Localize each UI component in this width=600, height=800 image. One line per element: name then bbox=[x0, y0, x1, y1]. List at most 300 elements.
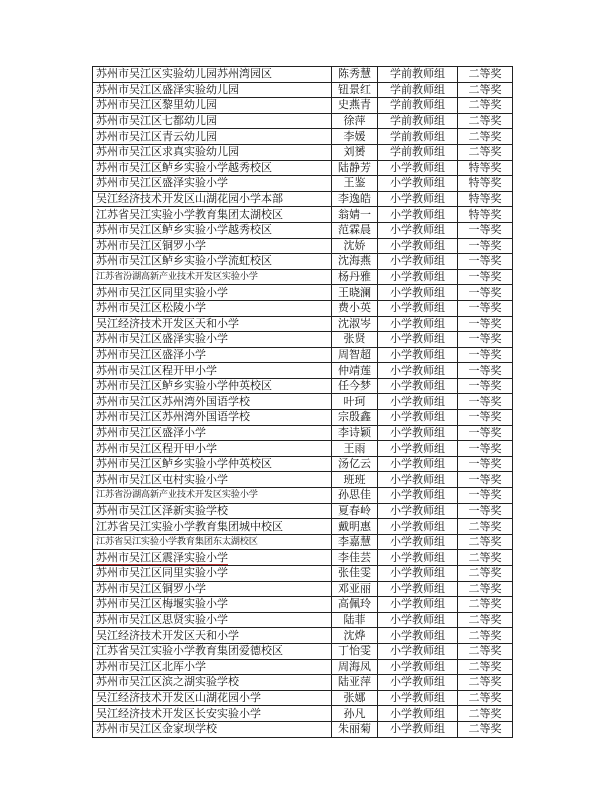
table-row bbox=[93, 144, 513, 160]
school-cell bbox=[93, 643, 332, 659]
school-cell bbox=[93, 503, 332, 519]
group-cell bbox=[378, 300, 458, 316]
award-cell-text: 一等奖 bbox=[468, 270, 502, 284]
award-cell bbox=[458, 378, 513, 394]
school-cell bbox=[93, 690, 332, 706]
group-cell bbox=[378, 207, 458, 223]
school-cell-text: 苏州市吴江区实验幼儿园苏州湾园区 bbox=[96, 67, 272, 81]
group-cell-text: 学前教师组 bbox=[390, 67, 445, 81]
name-cell bbox=[332, 285, 378, 301]
award-cell-text: 二等奖 bbox=[468, 114, 502, 128]
group-cell-text: 小学教师组 bbox=[390, 285, 445, 299]
group-cell-text: 小学教师组 bbox=[390, 207, 445, 221]
group-cell-text: 小学教师组 bbox=[390, 270, 445, 284]
group-cell bbox=[378, 643, 458, 659]
table-row bbox=[93, 690, 513, 706]
table-row bbox=[93, 347, 513, 363]
award-cell bbox=[458, 612, 513, 628]
award-cell-text: 一等奖 bbox=[468, 238, 502, 252]
award-cell-text: 一等奖 bbox=[468, 316, 502, 330]
school-cell bbox=[93, 581, 332, 597]
name-cell bbox=[332, 628, 378, 644]
award-cell-text: 一等奖 bbox=[468, 488, 502, 502]
school-cell-text: 苏州市吴江区滨之湖实验学校 bbox=[96, 675, 239, 689]
school-cell bbox=[93, 222, 332, 238]
award-cell bbox=[458, 488, 513, 504]
group-cell-text: 学前教师组 bbox=[390, 82, 445, 96]
name-cell bbox=[332, 659, 378, 675]
name-cell-text: 高佩玲 bbox=[338, 597, 371, 611]
name-cell bbox=[332, 690, 378, 706]
school-cell-text: 吴江经济技术开发区山湖花园小学 bbox=[96, 691, 261, 705]
award-cell bbox=[458, 643, 513, 659]
group-cell-text: 小学教师组 bbox=[390, 659, 445, 673]
group-cell-text: 小学教师组 bbox=[390, 675, 445, 689]
school-cell bbox=[93, 238, 332, 254]
table-row bbox=[93, 285, 513, 301]
school-cell bbox=[93, 441, 332, 457]
school-cell bbox=[93, 612, 332, 628]
table-row bbox=[93, 129, 513, 145]
table-row bbox=[93, 410, 513, 426]
school-cell-text: 苏州市吴江区同里实验小学 bbox=[96, 566, 228, 580]
name-cell bbox=[332, 566, 378, 582]
group-cell bbox=[378, 67, 458, 83]
award-cell bbox=[458, 67, 513, 83]
award-cell-text: 一等奖 bbox=[468, 223, 502, 237]
school-cell-text: 苏州市吴江区震泽实验小学 bbox=[96, 550, 228, 564]
group-cell bbox=[378, 566, 458, 582]
school-cell-text: 苏州市吴江区鲈乡实验小学越秀校区 bbox=[96, 160, 272, 174]
name-cell bbox=[332, 82, 378, 98]
award-cell-text: 特等奖 bbox=[468, 192, 502, 206]
school-cell-text: 苏州市吴江区七都幼儿园 bbox=[96, 114, 217, 128]
school-cell bbox=[93, 300, 332, 316]
award-cell bbox=[458, 550, 513, 566]
group-cell-text: 小学教师组 bbox=[390, 457, 445, 471]
award-cell bbox=[458, 690, 513, 706]
name-cell-text: 王雨 bbox=[343, 441, 366, 455]
school-cell-text: 苏州市吴江区盛泽实验小学 bbox=[96, 332, 228, 346]
name-cell-text: 李嘉慧 bbox=[338, 535, 371, 549]
group-cell-text: 小学教师组 bbox=[390, 613, 445, 627]
award-cell-text: 一等奖 bbox=[468, 363, 502, 377]
award-cell-text: 二等奖 bbox=[468, 535, 502, 549]
group-cell-text: 小学教师组 bbox=[390, 347, 445, 361]
name-cell-text: 宗殷鑫 bbox=[338, 410, 371, 424]
award-cell bbox=[458, 144, 513, 160]
group-cell bbox=[378, 612, 458, 628]
school-cell-text: 苏州市吴江区青云幼儿园 bbox=[96, 129, 217, 143]
name-cell bbox=[332, 113, 378, 129]
award-cell-text: 二等奖 bbox=[468, 628, 502, 642]
group-cell-text: 小学教师组 bbox=[390, 363, 445, 377]
group-cell-text: 小学教师组 bbox=[390, 176, 445, 190]
award-cell bbox=[458, 519, 513, 535]
group-cell-text: 小学教师组 bbox=[390, 722, 445, 736]
school-cell bbox=[93, 628, 332, 644]
award-cell bbox=[458, 363, 513, 379]
group-cell bbox=[378, 378, 458, 394]
group-cell-text: 小学教师组 bbox=[390, 597, 445, 611]
name-cell bbox=[332, 519, 378, 535]
award-cell-text: 二等奖 bbox=[468, 145, 502, 159]
table-row bbox=[93, 675, 513, 691]
school-cell-text: 江苏省吴江实验小学教育集团太湖校区 bbox=[96, 207, 283, 221]
school-cell bbox=[93, 269, 332, 285]
table-row bbox=[93, 207, 513, 223]
table-row bbox=[93, 332, 513, 348]
table-row bbox=[93, 534, 513, 550]
award-cell-text: 一等奖 bbox=[468, 394, 502, 408]
table-row bbox=[93, 643, 513, 659]
name-cell-text: 周智超 bbox=[338, 347, 371, 361]
school-cell-text: 苏州市吴江区金家坝学校 bbox=[96, 722, 217, 736]
name-cell bbox=[332, 550, 378, 566]
name-cell-text: 孙思佳 bbox=[338, 488, 371, 502]
name-cell-text: 班班 bbox=[343, 472, 366, 486]
name-cell bbox=[332, 98, 378, 114]
group-cell-text: 小学教师组 bbox=[390, 691, 445, 705]
name-cell-text: 范霖晨 bbox=[338, 223, 371, 237]
name-cell bbox=[332, 441, 378, 457]
group-cell bbox=[378, 503, 458, 519]
group-cell-text: 小学教师组 bbox=[390, 706, 445, 720]
table-row bbox=[93, 269, 513, 285]
name-cell-text: 孙凡 bbox=[343, 706, 366, 720]
group-cell-text: 小学教师组 bbox=[390, 472, 445, 486]
name-cell-text: 沈海燕 bbox=[338, 254, 371, 268]
group-cell-text: 小学教师组 bbox=[390, 441, 445, 455]
award-cell-text: 一等奖 bbox=[468, 379, 502, 393]
name-cell-text: 夏春岭 bbox=[338, 503, 371, 517]
award-cell bbox=[458, 706, 513, 722]
school-cell-text: 苏州市吴江区鲈乡实验小学仲英校区 bbox=[96, 379, 272, 393]
group-cell-text: 小学教师组 bbox=[390, 410, 445, 424]
group-cell bbox=[378, 441, 458, 457]
name-cell-text: 陆菲 bbox=[343, 613, 366, 627]
table-row bbox=[93, 176, 513, 192]
school-cell-text: 苏州市吴江区鲈乡实验小学仲英校区 bbox=[96, 457, 272, 471]
name-cell bbox=[332, 363, 378, 379]
table-row bbox=[93, 363, 513, 379]
group-cell-text: 小学教师组 bbox=[390, 425, 445, 439]
school-cell-text: 苏州市吴江区黎里幼儿园 bbox=[96, 98, 217, 112]
award-cell bbox=[458, 316, 513, 332]
awards-table-body bbox=[93, 67, 513, 738]
name-cell-text: 李诗颖 bbox=[338, 425, 371, 439]
school-cell-text: 吴江经济技术开发区山湖花园小学本部 bbox=[96, 192, 283, 206]
group-cell bbox=[378, 690, 458, 706]
name-cell-text: 翁婧一 bbox=[338, 207, 371, 221]
school-cell bbox=[93, 659, 332, 675]
award-cell-text: 特等奖 bbox=[468, 207, 502, 221]
school-cell-text: 苏州市吴江区苏州湾外国语学校 bbox=[96, 410, 250, 424]
group-cell-text: 小学教师组 bbox=[390, 238, 445, 252]
award-cell-text: 二等奖 bbox=[468, 581, 502, 595]
table-row bbox=[93, 566, 513, 582]
table-row bbox=[93, 254, 513, 270]
award-cell bbox=[458, 254, 513, 270]
award-cell bbox=[458, 129, 513, 145]
group-cell bbox=[378, 238, 458, 254]
table-row bbox=[93, 503, 513, 519]
name-cell-text: 杨丹雅 bbox=[338, 270, 371, 284]
school-cell-text: 苏州市吴江区程开甲小学 bbox=[96, 441, 217, 455]
name-cell bbox=[332, 706, 378, 722]
name-cell-text: 张娜 bbox=[343, 691, 366, 705]
table-row bbox=[93, 628, 513, 644]
group-cell bbox=[378, 176, 458, 192]
award-cell bbox=[458, 721, 513, 737]
name-cell-text: 李佳芸 bbox=[338, 550, 371, 564]
name-cell-text: 周海凤 bbox=[338, 659, 371, 673]
school-cell bbox=[93, 378, 332, 394]
name-cell-text: 张佳雯 bbox=[338, 566, 371, 580]
award-cell bbox=[458, 659, 513, 675]
school-cell-text: 江苏省汾湖高新产业技术开发区实验小学 bbox=[96, 489, 258, 501]
school-cell bbox=[93, 191, 332, 207]
award-cell bbox=[458, 238, 513, 254]
group-cell-text: 小学教师组 bbox=[390, 316, 445, 330]
school-cell bbox=[93, 488, 332, 504]
award-cell-text: 二等奖 bbox=[468, 691, 502, 705]
award-cell-text: 一等奖 bbox=[468, 503, 502, 517]
school-cell bbox=[93, 176, 332, 192]
award-cell bbox=[458, 207, 513, 223]
group-cell bbox=[378, 488, 458, 504]
name-cell-text: 钮景红 bbox=[338, 82, 371, 96]
group-cell bbox=[378, 144, 458, 160]
name-cell bbox=[332, 643, 378, 659]
award-cell bbox=[458, 300, 513, 316]
award-cell bbox=[458, 456, 513, 472]
school-cell-text: 江苏省汾湖高新产业技术开发区实验小学 bbox=[96, 271, 258, 283]
school-cell-text: 江苏省吴江实验小学教育集团东太湖校区 bbox=[96, 536, 258, 548]
school-cell-text: 江苏省吴江实验小学教育集团爱德校区 bbox=[96, 644, 283, 658]
school-cell bbox=[93, 566, 332, 582]
group-cell bbox=[378, 456, 458, 472]
table-row bbox=[93, 597, 513, 613]
award-cell-text: 二等奖 bbox=[468, 722, 502, 736]
table-row bbox=[93, 160, 513, 176]
award-cell-text: 二等奖 bbox=[468, 613, 502, 627]
school-cell bbox=[93, 456, 332, 472]
group-cell bbox=[378, 113, 458, 129]
school-cell bbox=[93, 519, 332, 535]
table-row bbox=[93, 316, 513, 332]
group-cell-text: 小学教师组 bbox=[390, 535, 445, 549]
group-cell bbox=[378, 550, 458, 566]
group-cell-text: 小学教师组 bbox=[390, 301, 445, 315]
school-cell bbox=[93, 82, 332, 98]
name-cell-text: 史燕青 bbox=[338, 98, 371, 112]
group-cell bbox=[378, 597, 458, 613]
awards-table bbox=[92, 66, 513, 738]
award-cell-text: 一等奖 bbox=[468, 441, 502, 455]
award-cell bbox=[458, 160, 513, 176]
name-cell-text: 朱丽菊 bbox=[338, 722, 371, 736]
school-cell bbox=[93, 410, 332, 426]
name-cell bbox=[332, 410, 378, 426]
name-cell-text: 陆静芳 bbox=[338, 160, 371, 174]
award-cell-text: 二等奖 bbox=[468, 597, 502, 611]
name-cell bbox=[332, 160, 378, 176]
school-cell-text: 苏州市吴江区盛泽小学 bbox=[96, 347, 206, 361]
award-cell bbox=[458, 425, 513, 441]
school-cell bbox=[93, 98, 332, 114]
table-row bbox=[93, 659, 513, 675]
table-row bbox=[93, 472, 513, 488]
name-cell-text: 沈娇 bbox=[343, 238, 366, 252]
award-cell-text: 二等奖 bbox=[468, 550, 502, 564]
school-cell bbox=[93, 347, 332, 363]
table-row bbox=[93, 721, 513, 737]
table-row bbox=[93, 441, 513, 457]
school-cell bbox=[93, 285, 332, 301]
school-cell-text: 苏州市吴江区程开甲小学 bbox=[96, 363, 217, 377]
group-cell bbox=[378, 628, 458, 644]
group-cell bbox=[378, 425, 458, 441]
table-row bbox=[93, 706, 513, 722]
group-cell-text: 小学教师组 bbox=[390, 550, 445, 564]
award-cell-text: 二等奖 bbox=[468, 659, 502, 673]
award-cell-text: 二等奖 bbox=[468, 82, 502, 96]
name-cell bbox=[332, 222, 378, 238]
award-cell bbox=[458, 503, 513, 519]
group-cell bbox=[378, 581, 458, 597]
name-cell-text: 徐萍 bbox=[343, 114, 366, 128]
group-cell-text: 学前教师组 bbox=[390, 129, 445, 143]
award-cell-text: 二等奖 bbox=[468, 129, 502, 143]
name-cell-text: 王鉴 bbox=[343, 176, 366, 190]
table-row bbox=[93, 222, 513, 238]
table-row bbox=[93, 425, 513, 441]
table-row bbox=[93, 519, 513, 535]
group-cell bbox=[378, 82, 458, 98]
award-cell-text: 二等奖 bbox=[468, 566, 502, 580]
group-cell-text: 小学教师组 bbox=[390, 394, 445, 408]
award-cell-text: 一等奖 bbox=[468, 472, 502, 486]
school-cell bbox=[93, 394, 332, 410]
group-cell bbox=[378, 706, 458, 722]
name-cell-text: 沈烨 bbox=[343, 628, 366, 642]
award-cell bbox=[458, 566, 513, 582]
award-cell bbox=[458, 581, 513, 597]
group-cell bbox=[378, 129, 458, 145]
award-cell-text: 一等奖 bbox=[468, 301, 502, 315]
name-cell-text: 叶珂 bbox=[343, 394, 366, 408]
group-cell-text: 小学教师组 bbox=[390, 644, 445, 658]
school-cell-text: 苏州市吴江区盛泽实验幼儿园 bbox=[96, 82, 239, 96]
name-cell-text: 陆亚萍 bbox=[338, 675, 371, 689]
award-cell-text: 一等奖 bbox=[468, 410, 502, 424]
school-cell bbox=[93, 597, 332, 613]
group-cell-text: 小学教师组 bbox=[390, 566, 445, 580]
name-cell bbox=[332, 347, 378, 363]
school-cell-text: 苏州市吴江区泽新实验学校 bbox=[96, 503, 228, 517]
award-cell bbox=[458, 98, 513, 114]
school-cell-text: 苏州市吴江区盛泽小学 bbox=[96, 425, 206, 439]
name-cell bbox=[332, 581, 378, 597]
name-cell bbox=[332, 332, 378, 348]
name-cell bbox=[332, 254, 378, 270]
award-cell bbox=[458, 441, 513, 457]
name-cell bbox=[332, 425, 378, 441]
name-cell bbox=[332, 176, 378, 192]
award-cell bbox=[458, 675, 513, 691]
table-row bbox=[93, 378, 513, 394]
school-cell bbox=[93, 363, 332, 379]
group-cell-text: 小学教师组 bbox=[390, 519, 445, 533]
name-cell-text: 任今梦 bbox=[338, 379, 371, 393]
award-cell-text: 二等奖 bbox=[468, 519, 502, 533]
name-cell bbox=[332, 378, 378, 394]
group-cell bbox=[378, 160, 458, 176]
group-cell bbox=[378, 394, 458, 410]
table-row bbox=[93, 550, 513, 566]
school-cell bbox=[93, 113, 332, 129]
school-cell-text: 苏州市吴江区思贤实验小学 bbox=[96, 613, 228, 627]
award-cell-text: 二等奖 bbox=[468, 706, 502, 720]
group-cell-text: 小学教师组 bbox=[390, 379, 445, 393]
school-cell-text: 江苏省吴江实验小学教育集团城中校区 bbox=[96, 519, 283, 533]
table-row bbox=[93, 300, 513, 316]
name-cell-text: 费小英 bbox=[338, 301, 371, 315]
school-cell-text: 苏州市吴江区同里实验小学 bbox=[96, 285, 228, 299]
award-cell-text: 二等奖 bbox=[468, 675, 502, 689]
award-cell bbox=[458, 394, 513, 410]
award-cell-text: 一等奖 bbox=[468, 457, 502, 471]
name-cell-text: 李逸皓 bbox=[338, 192, 371, 206]
school-cell-text: 苏州市吴江区铜罗小学 bbox=[96, 238, 206, 252]
award-cell bbox=[458, 534, 513, 550]
name-cell-text: 李媛 bbox=[343, 129, 366, 143]
award-cell-text: 二等奖 bbox=[468, 98, 502, 112]
school-cell-text: 苏州市吴江区松陵小学 bbox=[96, 301, 206, 315]
name-cell-text: 陈秀慧 bbox=[338, 67, 371, 81]
group-cell-text: 学前教师组 bbox=[390, 114, 445, 128]
award-cell bbox=[458, 269, 513, 285]
group-cell-text: 学前教师组 bbox=[390, 98, 445, 112]
name-cell bbox=[332, 207, 378, 223]
name-cell-text: 戴明惠 bbox=[338, 519, 371, 533]
award-cell bbox=[458, 332, 513, 348]
award-cell bbox=[458, 628, 513, 644]
school-cell bbox=[93, 129, 332, 145]
name-cell-text: 王晓澜 bbox=[338, 285, 371, 299]
group-cell bbox=[378, 675, 458, 691]
school-cell-text: 苏州市吴江区屯村实验小学 bbox=[96, 472, 228, 486]
table-row bbox=[93, 113, 513, 129]
name-cell bbox=[332, 316, 378, 332]
name-cell-text: 张贤 bbox=[343, 332, 366, 346]
school-cell bbox=[93, 472, 332, 488]
group-cell-text: 小学教师组 bbox=[390, 581, 445, 595]
school-cell bbox=[93, 316, 332, 332]
school-cell-text: 苏州市吴江区盛泽实验小学 bbox=[96, 176, 228, 190]
name-cell-text: 邓亚丽 bbox=[338, 581, 371, 595]
name-cell-text: 丁怡雯 bbox=[338, 644, 371, 658]
table-row bbox=[93, 67, 513, 83]
table-row bbox=[93, 612, 513, 628]
group-cell-text: 小学教师组 bbox=[390, 223, 445, 237]
award-cell-text: 一等奖 bbox=[468, 254, 502, 268]
award-cell bbox=[458, 191, 513, 207]
school-cell-text: 苏州市吴江区北厍小学 bbox=[96, 659, 206, 673]
school-cell-text: 苏州市吴江区梅堰实验小学 bbox=[96, 597, 228, 611]
school-cell bbox=[93, 706, 332, 722]
